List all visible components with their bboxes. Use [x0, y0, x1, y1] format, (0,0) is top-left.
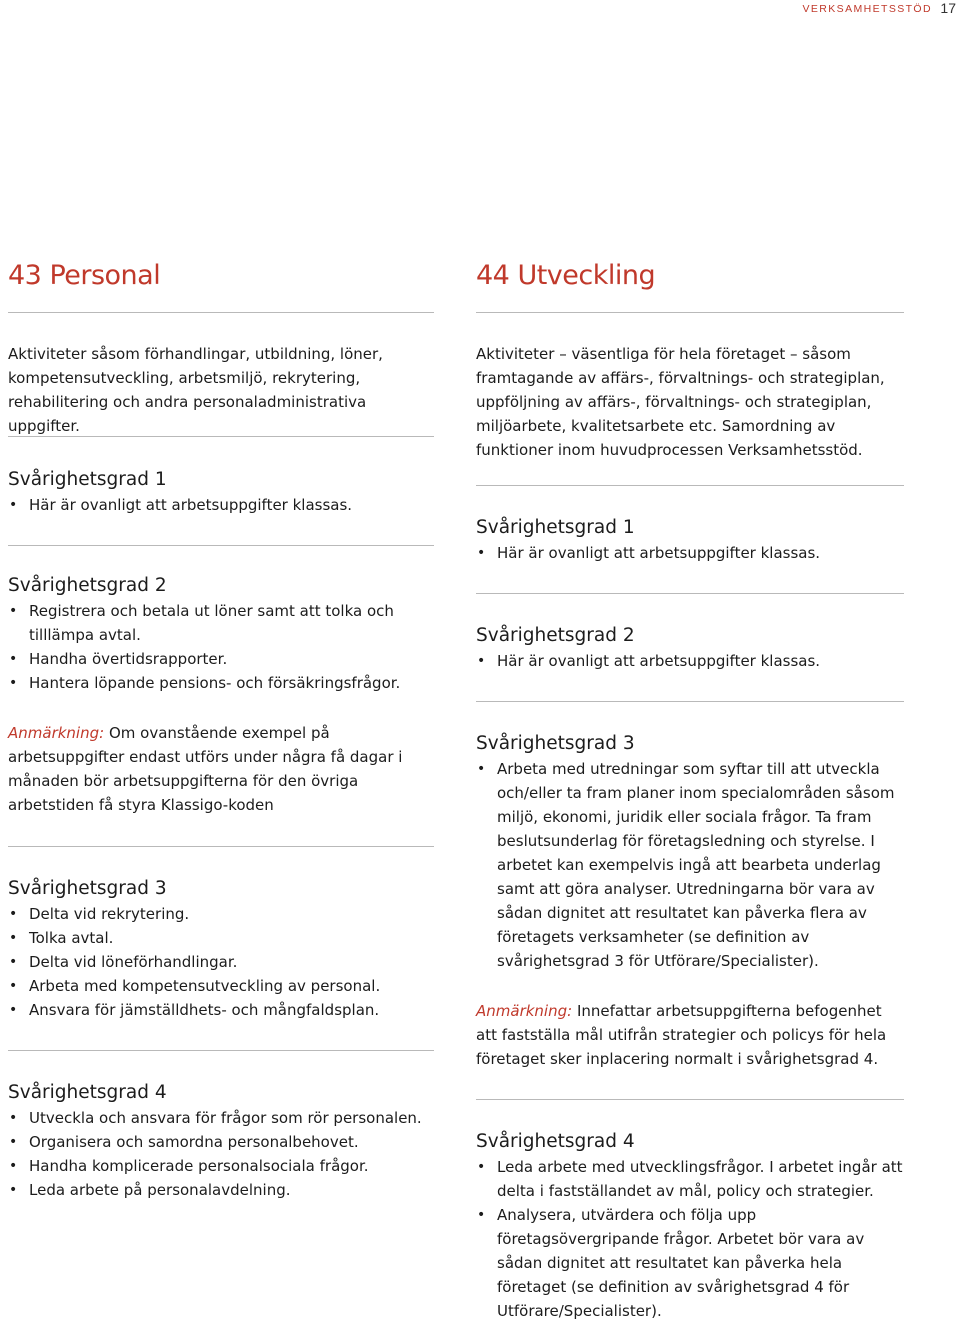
bullet-icon: •: [9, 1182, 18, 1198]
bullet-icon: •: [9, 954, 18, 970]
list-item: [8, 1178, 434, 1202]
bullet-icon: •: [9, 1134, 18, 1150]
divider: [476, 701, 904, 702]
remark: [476, 999, 904, 1071]
list-item-text: Här är ovanligt att arbetsuppgifter klassas.: [497, 544, 821, 562]
level-2-block: [476, 623, 904, 673]
list-item: [476, 541, 904, 565]
remark: [8, 721, 434, 817]
divider: [476, 312, 904, 313]
task-list: [476, 541, 904, 565]
page-number: 17: [940, 0, 956, 16]
level-2-block: [8, 573, 434, 695]
list-item-text: Registrera och betala ut löner samt att tolka och tilllämpa avtal.: [29, 602, 394, 644]
level-1-block: [476, 515, 904, 565]
level-3-block: [8, 876, 434, 1022]
section-intro: Aktiviteter – väsentliga för hela företaget – såsom framtagande av affärs-, förvaltnings- och strategiplan, uppföljning av affärs-, förvaltnings- och strategiplan, miljöarbete, kvalitetsarbete etc. Samordning av funktioner inom huvudprocessen Verksamhetsstöd.: [476, 345, 885, 459]
list-item: [8, 1130, 434, 1154]
task-list: [8, 1106, 434, 1202]
level-heading: Svårighetsgrad 1: [8, 469, 167, 490]
level-heading: Svårighetsgrad 3: [8, 878, 167, 899]
level-heading: Svårighetsgrad 3: [476, 733, 635, 754]
list-item-text: Handha övertidsrapporter.: [29, 650, 228, 668]
list-item: [8, 647, 434, 671]
task-list: [476, 1155, 904, 1323]
list-item-text: Leda arbete på personalavdelning.: [29, 1181, 291, 1199]
list-item-text: Utveckla och ansvara för frågor som rör personalen.: [29, 1109, 422, 1127]
divider: [476, 485, 904, 486]
list-item: [8, 926, 434, 950]
list-item-text: Delta vid löneförhandlingar.: [29, 953, 238, 971]
bullet-icon: •: [477, 653, 486, 669]
level-heading: Svårighetsgrad 2: [476, 625, 635, 646]
list-item: [8, 1106, 434, 1130]
list-item: [476, 649, 904, 673]
running-header: VERKSAMHETSSTÖD: [802, 3, 932, 15]
level-4-block: [476, 1129, 904, 1323]
list-item-text: Här är ovanligt att arbetsuppgifter klassas.: [29, 496, 353, 514]
level-heading: Svårighetsgrad 4: [8, 1082, 167, 1103]
level-heading: Svårighetsgrad 4: [476, 1131, 635, 1152]
bullet-icon: •: [9, 675, 18, 691]
bullet-icon: •: [9, 1002, 18, 1018]
list-item: [8, 493, 434, 517]
list-item: [476, 1155, 904, 1203]
section-title: 44 Utveckling: [476, 260, 656, 291]
bullet-icon: •: [9, 651, 18, 667]
divider: [8, 846, 434, 847]
remark-text: Innefattar arbetsuppgifterna befogenhet att fastställa mål utifrån strategier och policys för hela företaget sker inplacering normalt i svårighetsgrad 4.: [476, 1002, 887, 1068]
section-intro: Aktiviteter såsom förhandlingar, utbildning, löner, kompetensutveckling, arbetsmiljö, rekrytering, rehabilitering och andra personaladministrativa uppgifter.: [8, 345, 383, 435]
divider: [476, 593, 904, 594]
list-item-text: Organisera och samordna personalbehovet.: [29, 1133, 359, 1151]
list-item-text: Handha komplicerade personalsociala frågor.: [29, 1157, 369, 1175]
section-title: 43 Personal: [8, 260, 161, 291]
bullet-icon: •: [9, 930, 18, 946]
list-item: [8, 599, 434, 647]
list-item: [476, 757, 904, 973]
list-item-text: Här är ovanligt att arbetsuppgifter klassas.: [497, 652, 821, 670]
list-item-text: Leda arbete med utvecklingsfrågor. I arbetet ingår att delta i fastställandet av mål, policy och strategier.: [497, 1158, 903, 1200]
task-list: [476, 649, 904, 673]
bullet-icon: •: [477, 1159, 486, 1175]
list-item: [8, 902, 434, 926]
bullet-icon: •: [9, 603, 18, 619]
list-item: [8, 974, 434, 998]
bullet-icon: •: [477, 1207, 486, 1223]
task-list: [8, 599, 434, 695]
page-header: [0, 0, 960, 20]
bullet-icon: •: [9, 497, 18, 513]
divider: [476, 1099, 904, 1100]
list-item: [8, 998, 434, 1022]
list-item-text: Arbeta med utredningar som syftar till att utveckla och/eller ta fram planer inom specialområden såsom miljö, ekonomi, juridik eller sociala frågor. Ta fram beslutsunderlag för företagsledning och styrelse. I arbetet kan exempelvis ingå att bearbeta underlag samt att göra analyser. Utredningarna bör vara av sådan dignitet att resultatet kan påverka flera av företagets verksamheter (se definition av svårighetsgrad 3 för Utförare/Specialister).: [497, 760, 895, 970]
remark-text: Om ovanstående exempel på arbetsuppgifter endast utförs under några få dagar i månaden bör arbetsuppgifterna för den övriga arbetstiden få styra Klassigo-koden: [8, 724, 403, 814]
remark-label: Anmärkning:: [476, 1002, 573, 1020]
list-item-text: Ansvara för jämställdhets- och mångfaldsplan.: [29, 1001, 380, 1019]
bullet-icon: •: [477, 545, 486, 561]
bullet-icon: •: [9, 1158, 18, 1174]
divider: [8, 312, 434, 313]
list-item-text: Hantera löpande pensions- och försäkringsfrågor.: [29, 674, 401, 692]
list-item: [476, 1203, 904, 1323]
list-item: [8, 671, 434, 695]
list-item-text: Delta vid rekrytering.: [29, 905, 190, 923]
task-list: [8, 902, 434, 1022]
divider: [8, 436, 434, 437]
bullet-icon: •: [9, 906, 18, 922]
level-heading: Svårighetsgrad 2: [8, 575, 167, 596]
list-item-text: Arbeta med kompetensutveckling av personal.: [29, 977, 381, 995]
level-1-block: [8, 467, 434, 517]
remark-label: Anmärkning:: [8, 724, 105, 742]
divider: [8, 545, 434, 546]
divider: [8, 1050, 434, 1051]
bullet-icon: •: [9, 1110, 18, 1126]
bullet-icon: •: [477, 761, 486, 777]
level-4-block: [8, 1080, 434, 1202]
level-3-block: [476, 731, 904, 973]
list-item: [8, 1154, 434, 1178]
bullet-icon: •: [9, 978, 18, 994]
task-list: [8, 493, 434, 517]
level-heading: Svårighetsgrad 1: [476, 517, 635, 538]
list-item: [8, 950, 434, 974]
list-item-text: Tolka avtal.: [29, 929, 114, 947]
list-item-text: Analysera, utvärdera och följa upp företagsövergripande frågor. Arbetet bör vara av sådan dignitet att resultatet kan påverka hela företaget (se definition av svårighetsgrad 4 för Utförare/Specialister).: [497, 1206, 865, 1320]
task-list: [476, 757, 904, 973]
